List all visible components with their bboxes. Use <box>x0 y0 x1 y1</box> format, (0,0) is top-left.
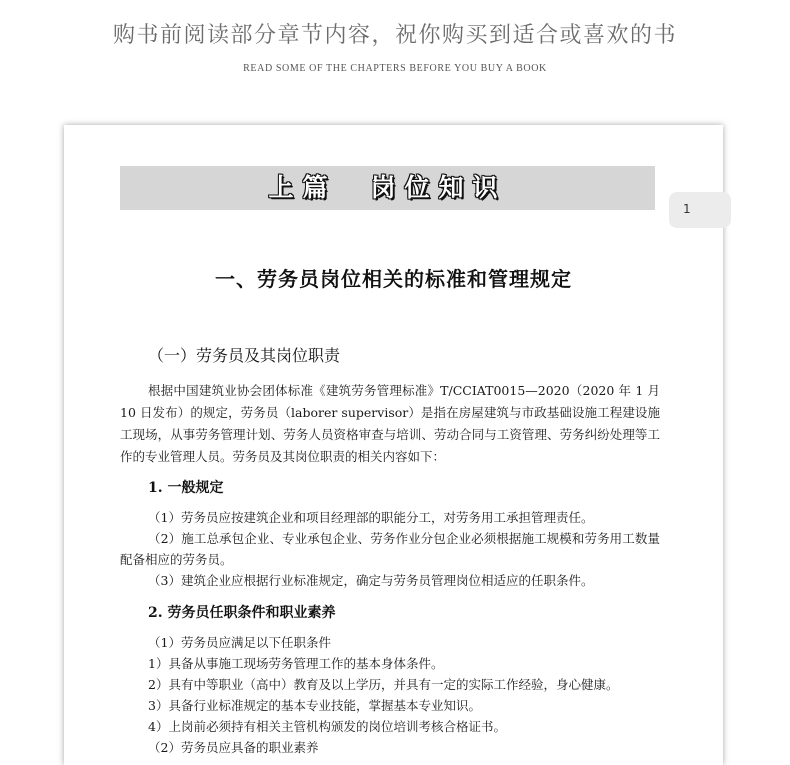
part-banner <box>120 166 655 210</box>
page-number-tab[interactable]: 1 <box>669 192 731 228</box>
list-item: （2）施工总承包企业、专业承包企业、劳务作业分包企业必须根据施工规模和劳务用工数量配备相应的劳务员。 <box>120 531 660 567</box>
list-item: （1）劳务员应满足以下任职条件 <box>148 635 331 650</box>
intro-paragraph: 根据中国建筑业协会团体标准《建筑劳务管理标准》T/CCIAT0015—2020（2020 年 1 月 10 日发布）的规定，劳务员（laborer supervisor）是指在房屋建筑与市政基础设施工程建设施工现场，从事劳务管理计划、劳务人员资格审查与培训、劳动合同与工资管理、劳务纠纷处理等工作的专业管理人员。劳务员及其岗位职责的相关内容如下： <box>120 383 660 464</box>
subsection-heading-2: 2. 劳务员任职条件和职业素养 <box>148 605 336 621</box>
part-banner-title: 上篇 岗位知识 <box>268 173 507 202</box>
list-item: 3）具备行业标准规定的基本专业技能，掌握基本专业知识。 <box>148 698 481 713</box>
list-item: 2）具有中等职业（高中）教育及以上学历，并具有一定的实际工作经验，身心健康。 <box>148 677 619 692</box>
list-item: （3）建筑企业应根据行业标准规定，确定与劳务员管理岗位相适应的任职条件。 <box>148 573 594 588</box>
header-subtitle: READ SOME OF THE CHAPTERS BEFORE YOU BUY A BOOK <box>243 63 547 74</box>
list-item: 4）上岗前必须持有相关主管机构颁发的岗位培训考核合格证书。 <box>148 719 506 734</box>
list-item: （1）劳务员应按建筑企业和项目经理部的职能分工，对劳务用工承担管理责任。 <box>148 510 594 525</box>
chapter-title: 一、劳务员岗位相关的标准和管理规定 <box>215 267 572 291</box>
section-title: （一）劳务员及其岗位职责 <box>148 346 341 365</box>
subsection-heading-1: 1. 一般规定 <box>148 480 224 496</box>
document-page <box>64 125 723 765</box>
list-item: 1）具备从事施工现场劳务管理工作的基本身体条件。 <box>148 656 444 671</box>
list-item: （2）劳务员应具备的职业素养 <box>148 740 319 755</box>
header-title: 购书前阅读部分章节内容，祝你购买到适合或喜欢的书 <box>112 23 677 48</box>
